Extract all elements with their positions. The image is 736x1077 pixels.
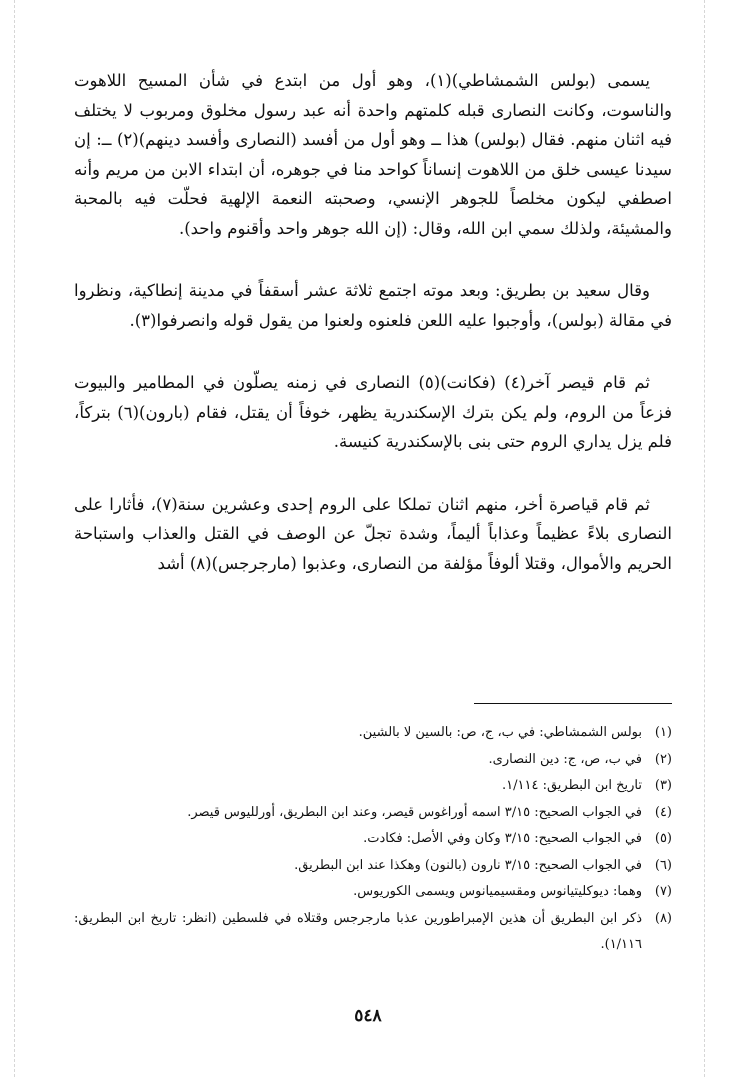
footnote	[74, 800, 672, 827]
footnote-text: بولس الشمشاطي: في ب، ج، ص: بالسين لا بالشين.	[358, 725, 642, 740]
footnote-number: (٧)	[654, 884, 672, 899]
footnote-number: (١)	[654, 725, 672, 740]
footnote	[74, 853, 672, 880]
footnote	[74, 906, 672, 959]
paragraph: ثم قام قيصر آخر(٤) (فكانت)(٥) النصارى في زمنه يصلّون في المطامير والبيوت فزعاً من الروم، ولم يكن بترك الإسكندرية يظهر، خوفاً أن يقتل، فقام (بارون)(٦) بتركاً، فلم يزل يداري الروم حتى بنى بالإسكندرية كنيسة.	[74, 373, 672, 451]
footnote-text: في الجواب الصحيح: ٣/١٥ نارون (بالنون) وهكذا عند ابن البطريق.	[294, 857, 642, 873]
page-guide-left	[14, 0, 15, 1077]
footnote-number: (٢)	[654, 751, 672, 767]
footnote-separator	[474, 703, 672, 704]
footnote-number: (٦)	[654, 857, 672, 873]
footnote-number: (٨)	[654, 910, 672, 926]
paragraph: ثم قام قياصرة أخر، منهم اثنان تملكا على الروم إحدى وعشرين سنة(٧)، فأثارا على النصارى بلاءً عظيماً وعذاباً أليماً، وشدة تجلّ عن الوصف في القتل والعذاب واستباحة الحريم والأموال، وقتلا ألوفاً مؤلفة من النصارى، وعذبوا (مارجرجس)(٨) أشد	[74, 494, 672, 573]
footnote-text: في الجواب الصحيح: ٣/١٥ وكان وفي الأصل: فكادت.	[363, 831, 642, 846]
footnote	[74, 747, 672, 774]
footnote-text: في ب، ص، ج: دين النصارى.	[488, 751, 642, 767]
footnote	[74, 879, 672, 906]
paragraph: وقال سعيد بن بطريق: وبعد موته اجتمع ثلاثة عشر أسقفاً في مدينة إنطاكية، ونظروا في مقالة (بولس)، وأوجبوا عليه اللعن فلعنوه ولعنوا من يقول قوله وانصرفوا(٣).	[74, 281, 672, 330]
footnotes	[74, 720, 672, 959]
main-text	[74, 66, 672, 611]
page-guide-right	[704, 0, 705, 1077]
footnote	[74, 826, 672, 853]
footnote-text: في الجواب الصحيح: ٣/١٥ اسمه أوراغوس قيصر، وعند ابن البطريق، أورلليوس قيصر.	[187, 804, 642, 820]
footnote	[74, 720, 672, 747]
footnote-number: (٣)	[654, 778, 672, 793]
footnote-number: (٤)	[654, 804, 672, 820]
footnote-text: تاريخ ابن البطريق: ١/١١٤.	[501, 778, 642, 793]
footnote-number: (٥)	[654, 831, 672, 846]
page-number: ٥٤٨	[354, 1006, 382, 1026]
footnote	[74, 773, 672, 800]
footnote-text: ذكر ابن البطريق أن هذين الإمبراطورين عذبا مارجرجس وقتلاه في فلسطين (انظر: تاريخ ابن البطريق: ١/١١٦).	[74, 910, 642, 952]
footnote-text: وهما: ديوكليتيانوس ومقسيميانوس ويسمى الكوريوس.	[353, 884, 642, 899]
paragraph: يسمى (بولس الشمشاطي)(١)، وهو أول من ابتدع في شأن المسيح اللاهوت والناسوت، وكانت النصارى قبله كلمتهم واحدة أنه عبد رسول مخلوق ومربوب لا يختلف فيه اثنان منهم. فقال (بولس) هذا ــ وهو أول من أفسد (النصارى وأفسد دينهم)(٢) ــ: إن سيدنا عيسى خلق من اللاهوت إنساناً كواحد منا في جوهره، أن ابتداء الابن من مريم وأنه اصطفي ليكون مخلصاً للجوهر الإنسي، وصحبته النعمة الإلهية فحلّت فيه بالمحبة والمشيئة، ولذلك سمي ابن الله، وقال: (إن الله جوهر واحد وأقنوم واحد).	[74, 71, 672, 238]
